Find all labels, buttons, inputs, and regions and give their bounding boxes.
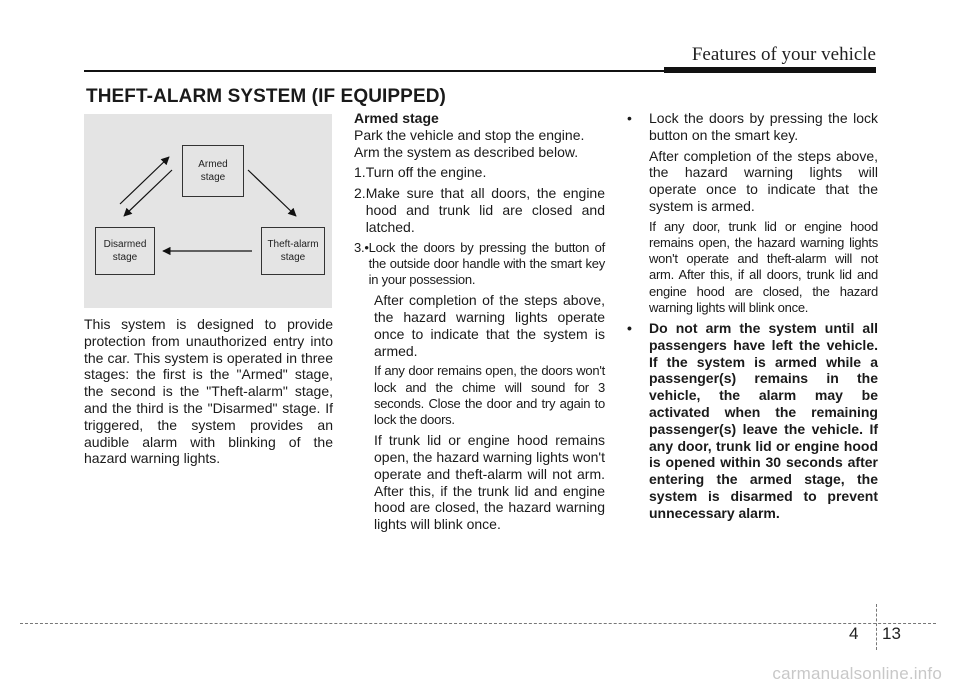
step-2-text: Make sure that all doors, the engine hood and trunk lid are closed and latched. [365,185,605,235]
armed-stage-column [354,110,605,533]
footer-divider [876,604,877,650]
step-2 [354,185,605,235]
lock-button-note-armed: After completion of the steps above, the hazard warning lights will operate once to indicate that the system is armed. [649,147,878,214]
stage-transition-arrows [84,114,332,308]
page-number: 13 [882,624,901,643]
armed-stage-heading: Armed stage [354,110,439,126]
footer-rule [20,623,936,624]
step-3-note-armed: After completion of the steps above, the hazard warning lights operate once to indicate that the system is armed. [374,292,605,359]
right-column [627,110,878,522]
header-rule-thin [84,70,664,72]
chapter-number: 4 [849,624,859,643]
step-3-note-trunk-open: If trunk lid or engine hood remains open, the hazard warning lights won't operate and theft-alarm will not arm. After this, if the trunk lid and engine hood are closed, the hazard warning lights will blink once. [374,432,605,533]
disarmed-stage-label: Disarmed stage [103,239,147,263]
step-1-marker: 1. [354,164,366,181]
lock-button-text: Lock the doors by pressing the lock button on the smart key. [649,110,878,143]
header-rule-thick [664,67,876,73]
lock-button-note-open: If any door, trunk lid or engine hood remains open, the hazard warning lights won't operate and theft-alarm will not arm. After this, if all doors, trunk lid and engine hood are closed, the hazard warning lights will blink once. [649,218,878,315]
lock-button-item [627,110,878,144]
armed-stage-lead: Park the vehicle and stop the engine. Arm the system as described below. [354,126,585,160]
arm-warning-bullet: • [627,320,632,336]
armed-stage-label: Armed stage [198,159,228,183]
arm-warning-item [627,320,878,522]
step-1 [354,164,605,181]
step-2-marker: 2. [354,185,366,202]
arrow-armed-to-theft [248,170,296,216]
intro-paragraph: This system is designed to provide protection from unauthorized entry into the car. This system is operated in three stages: the first is the "Armed" stage, the second is the "Theft-alarm" stage, and the third is the "Disarmed" stage. If triggered, the system provides an audible alarm with blinking of the hazard warning lights. [84,316,333,467]
lock-button-bullet: • [627,110,632,126]
step-3-note-door-open: If any door remains open, the doors won't lock and the chime will sound for 3 seconds. Close the door and try again to lock the doors. [374,363,605,427]
step-3-text: Lock the doors by pressing the button of the outside door handle with the smart key in your possession. [368,239,605,287]
step-3-marker: 3.• [354,239,369,255]
alarm-stage-diagram [84,114,332,308]
arm-warning-text: Do not arm the system until all passengers have left the vehicle. If the system is armed while a passenger(s) remains in the vehicle, the alarm may be activated when the remaining passenger(s) leave the vehicle. If any door, trunk lid or engine hood is opened within 30 seconds after entering the armed stage, the system is disarmed to prevent unnecessary alarm. [649,320,878,521]
page-header-title: Features of your vehicle [691,44,876,65]
step-1-text: Turn off the engine. [365,164,487,181]
watermark: carmanualsonline.info [772,664,942,683]
theft-alarm-stage-label: Theft-alarm stage [267,239,319,263]
section-title: THEFT-ALARM SYSTEM (IF EQUIPPED) [86,86,446,107]
step-3 [354,240,605,289]
